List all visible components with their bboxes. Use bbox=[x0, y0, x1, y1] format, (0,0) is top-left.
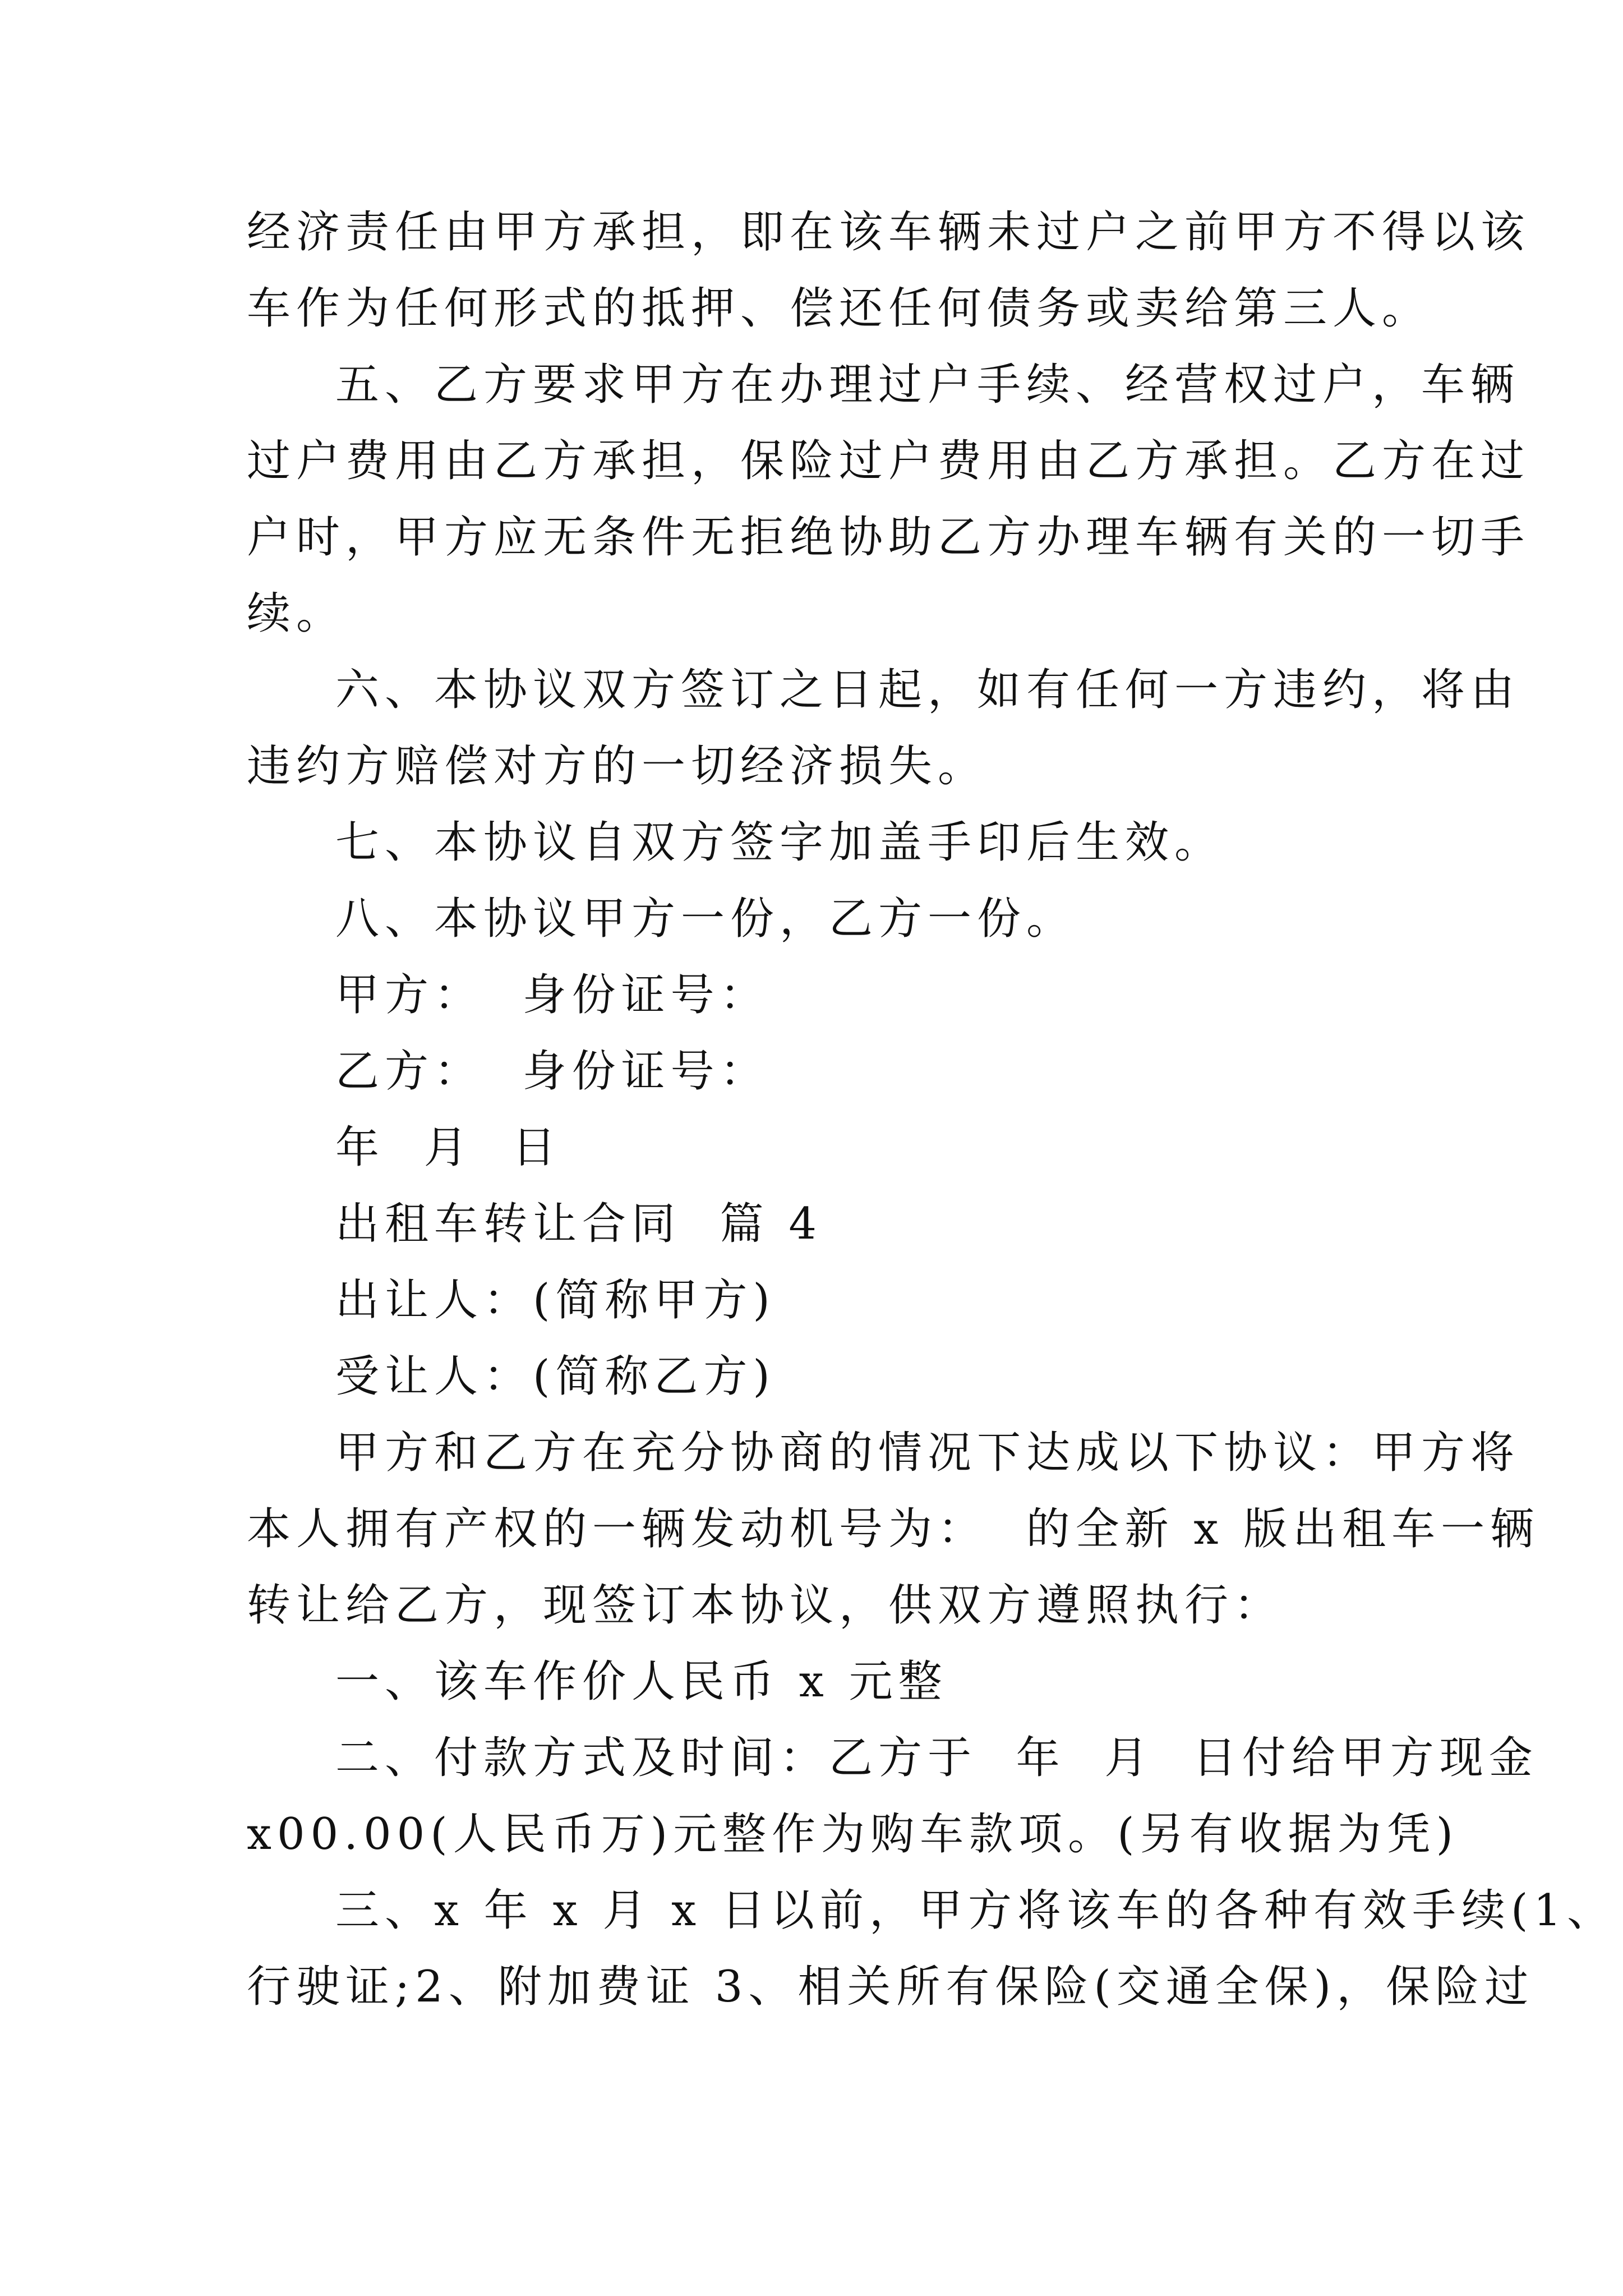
section-title: 出租车转让合同 篇 4 bbox=[335, 1199, 823, 1249]
text-line: 续。 bbox=[247, 588, 346, 639]
text-line: 甲方和乙方在充分协商的情况下达成以下协议：甲方将 bbox=[335, 1428, 1520, 1478]
text-line: 过户费用由乙方承担，保险过户费用由乙方承担。乙方在过 bbox=[247, 436, 1530, 486]
text-line: 出让人：(简称甲方) bbox=[335, 1275, 776, 1326]
text-line: 八、本协议甲方一份，乙方一份。 bbox=[335, 894, 1076, 944]
text-line: 车作为任何形式的抵押、偿还任何债务或卖给第三人。 bbox=[247, 283, 1432, 334]
text-line: 七、本协议自双方签字加盖手印后生效。 bbox=[335, 817, 1224, 868]
text-line: 经济责任由甲方承担，即在该车辆未过户之前甲方不得以该 bbox=[247, 207, 1530, 257]
text-line: 二、付款方式及时间：乙方于 年 月 日付给甲方现金 bbox=[335, 1733, 1538, 1783]
text-line: x00.00(人民币万)元整作为购车款项。(另有收据为凭) bbox=[247, 1809, 1459, 1860]
text-line: 受让人：(简称乙方) bbox=[335, 1351, 776, 1402]
text-line: 转让给乙方，现签订本协议，供双方遵照执行： bbox=[247, 1580, 1284, 1631]
text-line: 六、本协议双方签订之日起，如有任何一方违约，将由 bbox=[335, 665, 1520, 715]
text-line: 本人拥有产权的一辆发动机号为： 的全新 x 版出租车一辆 bbox=[247, 1504, 1540, 1554]
text-line: 五、乙方要求甲方在办理过户手续、经营权过户，车辆 bbox=[335, 360, 1520, 410]
text-line: 一、该车作价人民币 x 元整 bbox=[335, 1657, 948, 1707]
party-b-signature-line: 乙方： 身份证号： bbox=[335, 1046, 769, 1097]
text-line: 违约方赔偿对方的一切经济损失。 bbox=[247, 741, 988, 792]
date-line: 年 月 日 bbox=[335, 1122, 562, 1173]
text-line: 三、x 年 x 月 x 日以前，甲方将该车的各种有效手续(1、 bbox=[335, 1885, 1616, 1936]
party-a-signature-line: 甲方： 身份证号： bbox=[335, 970, 769, 1020]
text-line: 行驶证;2、附加费证 3、相关所有保险(交通全保)，保险过 bbox=[247, 1962, 1534, 2012]
text-line: 户时，甲方应无条件无拒绝协助乙方办理车辆有关的一切手 bbox=[247, 512, 1530, 563]
